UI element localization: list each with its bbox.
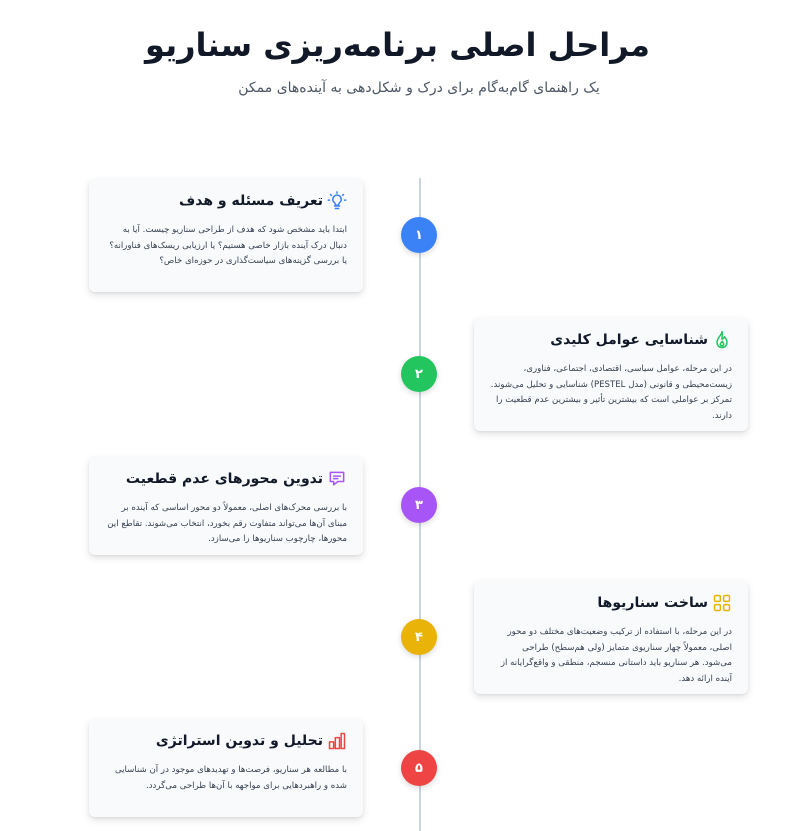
step-2-title: شناسایی عوامل کلیدی bbox=[550, 332, 708, 348]
chat-bubble-icon bbox=[327, 469, 347, 489]
step-1-marker: ۱ bbox=[401, 217, 437, 253]
step-3-header bbox=[105, 469, 347, 489]
step-5-text: با مطالعه هر سناریو، فرصت‌ها و تهدیدهای موجود در آن شناسایی شده و راهبردهایی برای مواجهه با آن‌ها طراحی می‌گردد. bbox=[114, 765, 347, 791]
step-3-marker: ۳ bbox=[401, 487, 437, 523]
step-4-title: ساخت سناریوها bbox=[597, 595, 708, 611]
page-subtitle: یک راهنمای گام‌به‌گام برای درک و شکل‌دهی به آینده‌های ممکن bbox=[238, 80, 600, 96]
step-1-text: ابتدا باید مشخص شود که هدف از طراحی سناریو چیست. آیا به دنبال درک آینده بازار خاصی هستیم؟ یا ارزیابی ریسک‌های فناورانه؟ یا بررسی گزینه‌های سیاست‌گذاری در حوزه‌ای خاص؟ bbox=[109, 225, 347, 266]
lightbulb-icon bbox=[327, 191, 347, 211]
bar-chart-icon bbox=[327, 731, 347, 751]
step-3-title: تدوین محورهای عدم قطعیت bbox=[125, 471, 323, 487]
step-2-marker: ۲ bbox=[401, 356, 437, 392]
step-3-card bbox=[89, 457, 363, 555]
step-4-text: در این مرحله، با استفاده از ترکیب وضعیت‌های مختلف دو محور اصلی، معمولاً چهار سناریوی متمایز (ولی هم‌سطح) طراحی می‌شود. هر سناریو باید داستانی منسجم، منطقی و واقع‌گرایانه از آینده ارائه دهد. bbox=[500, 627, 732, 684]
step-1-card bbox=[89, 179, 363, 292]
step-5-marker: ۵ bbox=[401, 750, 437, 786]
step-4-marker: ۴ bbox=[401, 619, 437, 655]
step-2-text: در این مرحله، عوامل سیاسی، اقتصادی، اجتماعی، فناوری، زیست‌محیطی و قانونی (مدل PESTEL) شناسایی و تحلیل می‌شوند. تمرکز بر عواملی است که بیشترین تأثیر و بیشترین عدم قطعیت را دارند. bbox=[490, 364, 732, 421]
leaf-drop-icon bbox=[712, 330, 732, 350]
step-2-header bbox=[490, 330, 732, 350]
step-5-card bbox=[89, 719, 363, 817]
step-4-card bbox=[474, 581, 748, 694]
grid-icon bbox=[712, 593, 732, 613]
step-5-header bbox=[105, 731, 347, 751]
step-1-header bbox=[105, 191, 347, 211]
step-3-text: با بررسی محرک‌های اصلی، معمولاً دو محور اساسی که آینده بر مبنای آن‌ها می‌تواند متفاوت رقم بخورد، انتخاب می‌شوند. تقاطع این محورها، چارچوب سناریوها را می‌سازد. bbox=[107, 503, 347, 544]
step-5-title: تحلیل و تدوین استراتژی bbox=[155, 733, 323, 749]
page-title: مراحل اصلی برنامه‌ریزی سناریو bbox=[145, 26, 650, 64]
step-4-header bbox=[490, 593, 732, 613]
step-2-card bbox=[474, 318, 748, 431]
step-1-title: تعریف مسئله و هدف bbox=[178, 193, 323, 209]
